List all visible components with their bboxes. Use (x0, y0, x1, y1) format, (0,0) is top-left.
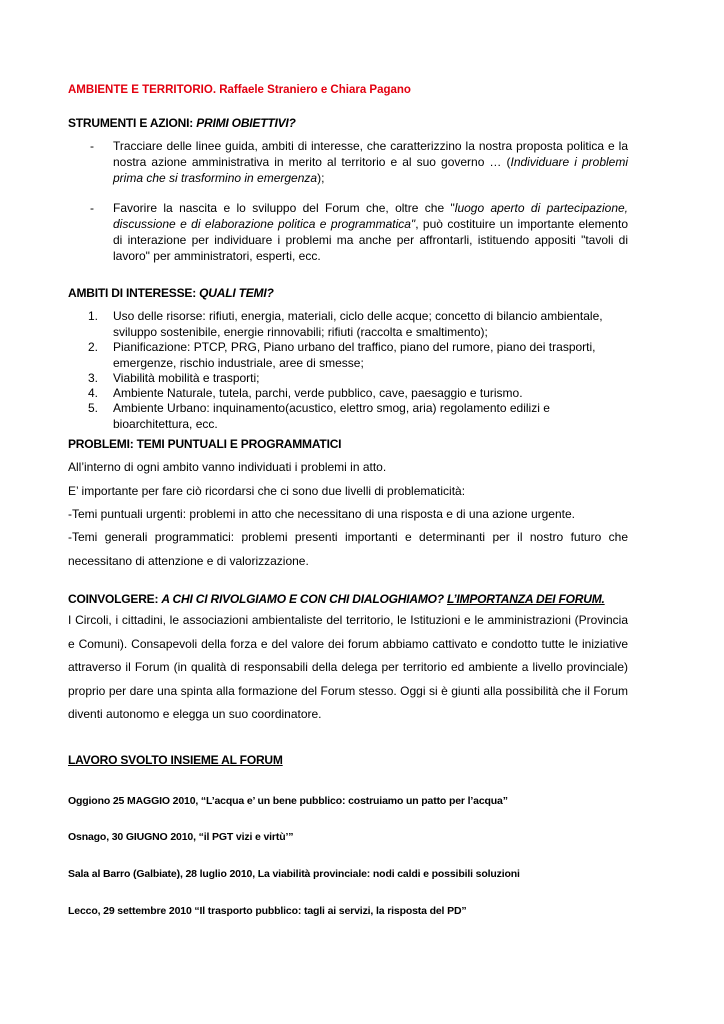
list-text: Pianificazione: PTCP, PRG, Piano urbano del traffico, piano del rumore, piano dei trasporti, emergenze, rischio industriale, aree di smesse; (113, 340, 596, 370)
list-number: 1. (88, 309, 99, 323)
list-text: Uso delle risorse: rifiuti, energia, materiali, ciclo delle acque; concetto di bilancio ambientale, sviluppo sostenibile, energie rinnovabili; rifiuti (raccolta e smaltimento); (113, 309, 603, 339)
paragraph: -Temi puntuali urgenti: problemi in atto che necessitano di una risposta e di una azione urgente. (68, 507, 575, 521)
list-text: Viabilità mobilità e trasporti; (113, 371, 260, 385)
paragraph: -Temi generali programmatici: problemi presenti importanti e determinanti per il nostro futuro che necessitano di attenzione e di valorizzazione. (68, 530, 628, 568)
list-number: 2. (88, 340, 99, 354)
list-text: Ambiente Urbano: inquinamento(acustico, elettro smog, aria) regolamento edilizi e bioarchitettura, ecc. (113, 401, 550, 431)
list-number: 3. (88, 371, 99, 385)
heading-emphasis: QUALI TEMI? (199, 286, 274, 300)
bullet-item (68, 138, 628, 188)
heading-emphasis: A CHI CI RIVOLGIAMO E CON CHI DIALOGHIAMO? (161, 592, 444, 606)
heading-emphasis-underlined: L’IMPORTANZA DEI FORUM. (447, 592, 605, 606)
list-number: 5. (88, 401, 99, 415)
heading-label: COINVOLGERE: (68, 592, 162, 606)
section-heading-strumenti (68, 116, 628, 130)
bullet-dash: - (90, 139, 94, 153)
paragraph: I Circoli, i cittadini, le associazioni ambientaliste del territorio, le Istituzioni e le amministrazioni (Provincia e Comuni). Consapevoli della forza e del valore dei forum abbiamo cattivato e condotto tutte le iniziative attraverso il Forum (in qualità di responsabili della delega per territorio ed ambiente a livello provinciale) proprio per dare una spinta alla formazione del Forum stesso. Oggi si è giunti alla possibilità che il Forum diventi autonomo e elegga un suo coordinatore. (68, 613, 628, 721)
section-heading-lavoro: LAVORO SVOLTO INSIEME AL FORUM (68, 753, 283, 767)
paragraph: All’interno di ogni ambito vanno individuati i problemi in atto. (68, 460, 387, 474)
event-item: Osnago, 30 GIUGNO 2010, “il PGT vizi e virtù’” (68, 831, 294, 843)
section-heading-problemi: PROBLEMI: TEMI PUNTUALI E PROGRAMMATICI (68, 437, 342, 451)
bullet-text: Tracciare delle linee guida, ambiti di interesse, che caratterizzino la nostra proposta politica e la nostra azione amministrativa in merito al territorio e al suo governo … (Individuare i problemi prima che si trasformino in emergenza); (113, 139, 629, 185)
bullet-dash: - (90, 201, 94, 215)
event-item: Lecco, 29 settembre 2010 “Il trasporto pubblico: tagli ai servizi, la risposta del PD” (68, 905, 467, 917)
paragraph: E’ importante per fare ciò ricordarsi che ci sono due livelli di problematicità: (68, 484, 466, 498)
bullet-item (68, 200, 628, 266)
list-text: Ambiente Naturale, tutela, parchi, verde pubblico, cave, paesaggio e turismo. (113, 386, 523, 400)
section-heading-ambiti (68, 286, 628, 300)
list-number: 4. (88, 386, 99, 400)
event-item: Oggiono 25 MAGGIO 2010, “L’acqua e’ un bene pubblico: costruiamo un patto per l’acqua” (68, 795, 508, 807)
heading-label: AMBITI DI INTERESSE: (68, 286, 200, 300)
heading-label: STRUMENTI E AZIONI: (68, 116, 197, 130)
heading-emphasis: PRIMI OBIETTIVI? (196, 116, 296, 130)
document-title: AMBIENTE E TERRITORIO. Raffaele Straniero e Chiara Pagano (68, 84, 411, 96)
section-heading-coinvolgere (68, 592, 628, 606)
bullet-text: Favorire la nascita e lo sviluppo del Forum che, oltre che "luogo aperto di partecipazione, discussione e di elaborazione politica e programmatica", può costituire un importante elemento di interazione per individuare i problemi ma anche per affrontarli, istituendo appositi "tavoli di lavoro" per amministratori, esperti, ecc. (113, 201, 628, 263)
event-item: Sala al Barro (Galbiate), 28 luglio 2010, La viabilità provinciale: nodi caldi e possibili soluzioni (68, 868, 520, 880)
